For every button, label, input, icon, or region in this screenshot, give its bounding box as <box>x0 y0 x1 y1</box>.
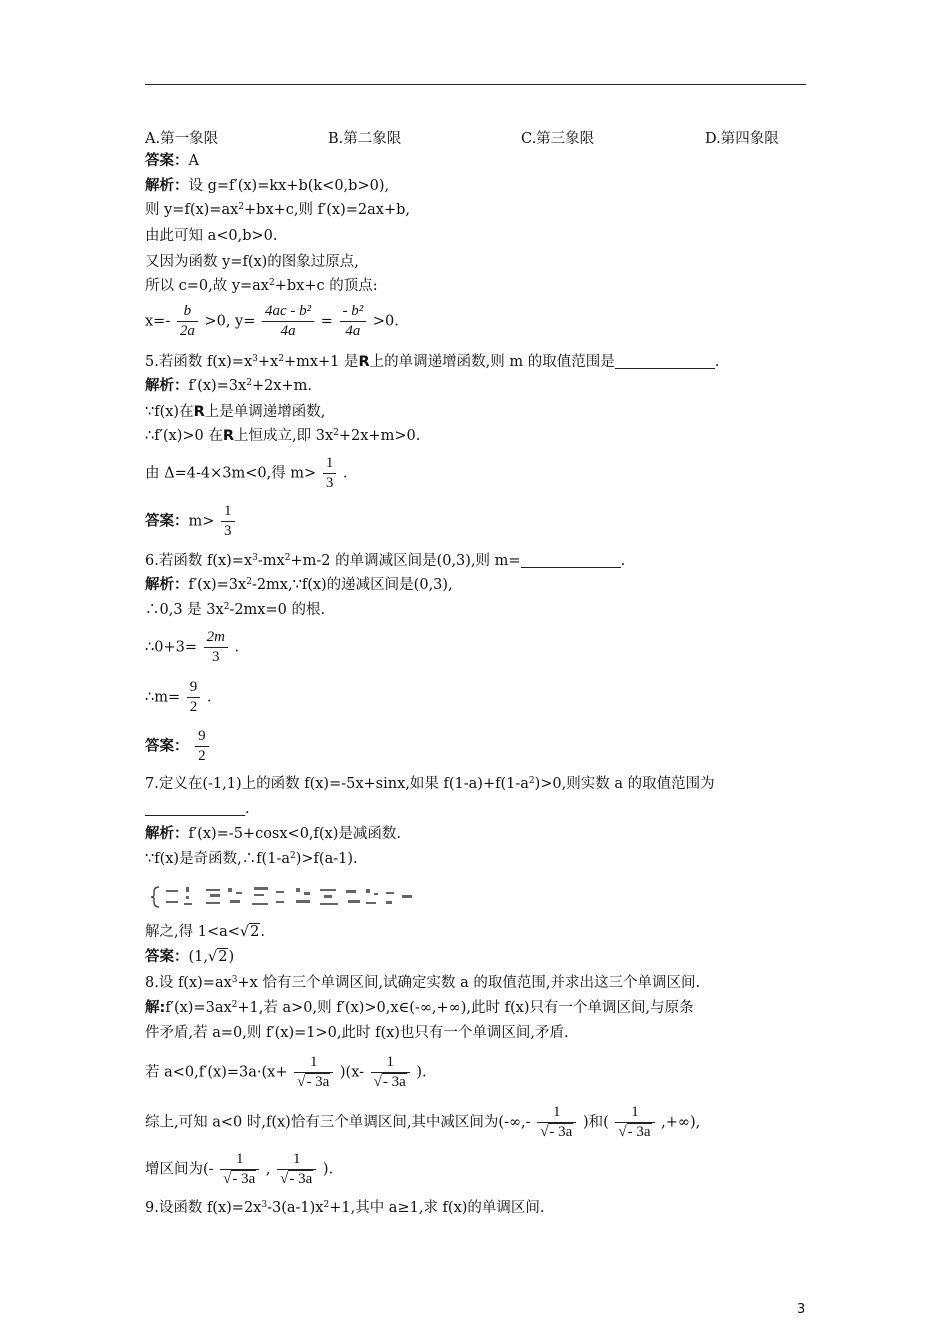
option-d: D.第四象限 <box>705 131 779 147</box>
superscript: 2 <box>323 1200 330 1210</box>
numerator: 1 <box>220 1150 259 1170</box>
numerator: 1 <box>537 1103 576 1123</box>
q9-stem <box>145 1198 545 1218</box>
q6-analysis-line-2 <box>145 600 325 620</box>
answer-label: 答案： <box>145 153 189 169</box>
text: . <box>714 354 720 370</box>
q7-analysis-line-1 <box>145 824 401 844</box>
q7-analysis-line-3 <box>145 922 265 942</box>
text: . <box>234 639 240 656</box>
superscript: 2 <box>290 851 296 861</box>
text: ∴0+3= <box>145 639 197 656</box>
denominator: √- 3a <box>280 1171 313 1187</box>
fraction <box>340 302 367 341</box>
q4-analysis-line-2 <box>145 200 410 220</box>
header-rule <box>145 84 806 85</box>
text: . <box>260 924 265 940</box>
superscript: 2 <box>528 776 535 786</box>
text: +m-2 的单调减区间是(0,3),则 m= <box>290 553 521 569</box>
text: )和( <box>582 1114 609 1131</box>
denominator: √- 3a <box>373 1074 406 1090</box>
text: -2mx=0 的根. <box>229 602 326 618</box>
superscript: 2 <box>231 1000 238 1010</box>
superscript: 2 <box>246 378 252 388</box>
analysis-label: 解析： <box>145 826 189 842</box>
option-c: C.第三象限 <box>521 131 595 147</box>
radicand: - 3a <box>289 1171 313 1187</box>
text: +bx+c,则 f′(x)=2ax+b, <box>244 202 411 218</box>
radicand: 2 <box>218 949 228 965</box>
fraction <box>537 1103 576 1142</box>
q5-stem <box>145 352 719 372</box>
text: +x 恰有三个单调区间,试确定实数 a 的取值范围,并求出这三个单调区间. <box>237 975 701 991</box>
denominator: 3 <box>325 475 334 491</box>
fraction <box>294 1053 333 1092</box>
superscript: 2 <box>333 428 339 438</box>
q4-vertex-line <box>145 302 399 341</box>
text: 所以 c=0,故 y=ax <box>145 278 269 294</box>
text: f′(x)=3x <box>188 378 247 394</box>
q4-answer-line <box>145 151 199 171</box>
text: 若 a<0,f′(x)=3a·(x+ <box>145 1064 288 1081</box>
text: x=- <box>145 313 171 330</box>
text: . <box>245 801 250 817</box>
q5-analysis-line-1 <box>145 376 312 396</box>
text: ,+∞), <box>661 1114 701 1131</box>
q6-answer-line <box>145 727 211 766</box>
q8-solution-line-5 <box>145 1150 333 1189</box>
numerator: 1 <box>615 1103 654 1123</box>
radicand: - 3a <box>232 1171 256 1187</box>
text: >0. <box>372 313 399 330</box>
denominator: 3 <box>212 649 220 665</box>
numerator: 9 <box>195 727 209 747</box>
numerator: 1 <box>371 1053 410 1073</box>
blurred-inequality-system <box>150 884 420 910</box>
numerator: b <box>177 302 198 322</box>
answer-label: 答案： <box>145 513 189 530</box>
analysis-label: 解析： <box>145 178 189 194</box>
text: ∴f′(x)>0 在 <box>145 428 223 444</box>
denominator: 2 <box>198 748 206 764</box>
text: -mx <box>257 553 285 569</box>
numerator: 1 <box>323 454 337 474</box>
radicand: - 3a <box>627 1124 651 1140</box>
superscript: 2 <box>238 202 245 212</box>
q7-answer-line <box>145 947 234 967</box>
q7-stem <box>145 774 715 794</box>
text: -3(a-1)x <box>267 1200 324 1216</box>
text: . <box>206 689 212 706</box>
page-number: 3 <box>797 1302 806 1317</box>
text: = <box>320 313 333 330</box>
real-set-symbol: R <box>222 428 235 444</box>
sqrt-expression: √2 <box>239 924 260 940</box>
text: +1,若 a>0,则 f′(x)>0,x∈(-∞,+∞),此时 f(x)只有一个单调区间,与原条 <box>237 1000 694 1016</box>
text: )(x- <box>339 1064 365 1081</box>
fraction <box>371 1053 410 1092</box>
text: 6.若函数 f(x)=x <box>145 553 253 569</box>
numerator: 1 <box>277 1150 316 1170</box>
text: +2x+m>0. <box>338 428 421 444</box>
analysis-label: 解析： <box>145 378 189 394</box>
answer-label: 答案： <box>145 738 189 755</box>
text: (1, <box>188 949 208 965</box>
superscript: 3 <box>231 975 238 985</box>
fraction <box>187 678 201 717</box>
radicand: - 3a <box>382 1074 406 1090</box>
option-a: A.第一象限 <box>145 131 219 147</box>
q4-analysis-line-5 <box>145 276 378 296</box>
text: -2mx,∵f(x)的递减区间是(0,3), <box>251 577 453 593</box>
real-set-symbol: R <box>358 354 370 370</box>
q8-solution-line-4 <box>145 1103 700 1142</box>
fraction <box>262 302 314 341</box>
denominator: 2 <box>189 699 198 715</box>
text: 则 y=f(x)=ax <box>145 202 239 218</box>
q5-analysis-line-2 <box>145 402 325 422</box>
radicand: - 3a <box>549 1124 573 1140</box>
q5-analysis-line-4 <box>145 454 348 493</box>
numerator: 1 <box>294 1053 333 1073</box>
text: ). <box>322 1161 334 1178</box>
analysis-label: 解析： <box>145 577 189 593</box>
denominator: √- 3a <box>540 1124 573 1140</box>
denominator: √- 3a <box>223 1171 256 1187</box>
solution-label: 解: <box>145 1000 166 1016</box>
superscript: 3 <box>252 354 258 364</box>
q4-analysis-line-3: 由此可知 a<0,b>0. <box>145 228 278 244</box>
superscript: 2 <box>223 602 230 612</box>
q8-solution-line-1 <box>145 998 694 1018</box>
q7-stem-blank-line <box>145 799 250 819</box>
radicand: 2 <box>250 924 260 940</box>
answer-blank <box>615 354 715 369</box>
q6-stem <box>145 551 625 571</box>
text: ∵f(x)在 <box>145 404 194 420</box>
denominator: 4a <box>280 323 296 339</box>
q5-analysis-line-3 <box>145 426 420 446</box>
q8-solution-line-3 <box>145 1053 427 1092</box>
text: . <box>342 465 348 482</box>
text: , <box>265 1161 271 1178</box>
fraction <box>323 454 337 493</box>
text: 由 Δ=4-4×3m<0,得 m> <box>145 465 317 482</box>
text: +bx+c 的顶点: <box>274 278 378 294</box>
text: 7.定义在(-1,1)上的函数 f(x)=-5x+sinx,如果 f(1-a)+f(1-a <box>145 776 529 792</box>
q4-analysis-line-1 <box>145 176 389 196</box>
text: f′(x)=3x <box>188 577 247 593</box>
text: ) <box>228 949 235 965</box>
denominator: √- 3a <box>618 1124 651 1140</box>
answer-label: 答案： <box>145 949 189 965</box>
real-set-symbol: R <box>193 404 205 420</box>
text: 8.设 f(x)=ax <box>145 975 232 991</box>
text: 5.若函数 f(x)=x <box>145 354 253 370</box>
numerator: 2m <box>204 628 228 648</box>
text: )>0,则实数 a 的取值范围为 <box>534 776 715 792</box>
text: )>f(a-1). <box>295 851 358 867</box>
text: 上是单调递增函数, <box>204 404 326 420</box>
q5-answer-line <box>145 502 237 541</box>
text: ∵f(x)是奇函数,∴f(1-a <box>145 851 290 867</box>
text: +x <box>257 354 279 370</box>
numerator: - b² <box>340 302 367 322</box>
option-b: B.第二象限 <box>328 131 402 147</box>
radicand: - 3a <box>306 1074 330 1090</box>
fraction <box>615 1103 654 1142</box>
q8-stem <box>145 973 700 993</box>
text: +mx+1 是 <box>283 354 359 370</box>
superscript: 2 <box>269 278 275 288</box>
fraction <box>277 1150 316 1189</box>
fraction <box>177 302 198 341</box>
q6-analysis-line-1 <box>145 575 453 595</box>
text: 综上,可知 a<0 时,f(x)恰有三个单调区间,其中减区间为(-∞,- <box>145 1114 531 1131</box>
fraction <box>221 502 235 541</box>
numerator: 9 <box>187 678 201 698</box>
text: 上的单调递增函数,则 m 的取值范围是 <box>369 354 615 370</box>
q6-analysis-line-3 <box>145 628 239 667</box>
text: >0, y= <box>204 313 256 330</box>
q8-solution-line-2: 件矛盾,若 a=0,则 f′(x)=1>0,此时 f(x)也只有一个单调区间,矛盾. <box>145 1025 569 1041</box>
answer-value: A <box>188 153 199 169</box>
denominator: 3 <box>224 523 232 539</box>
q4-analysis-line-4: 又因为函数 y=f(x)的图象过原点, <box>145 254 359 270</box>
fraction <box>220 1150 259 1189</box>
superscript: 2 <box>284 553 291 563</box>
answer-blank <box>145 801 245 816</box>
numerator: 1 <box>221 502 235 522</box>
denominator: 2a <box>179 323 195 339</box>
sqrt-expression: √2 <box>208 949 228 965</box>
text: f′(x)=-5+cosx<0,f(x)是减函数. <box>188 826 401 842</box>
q6-analysis-line-4 <box>145 678 211 717</box>
text: 设 g=f′(x)=kx+b(k<0,b>0), <box>188 178 390 194</box>
denominator: √- 3a <box>297 1074 330 1090</box>
superscript: 2 <box>246 577 252 587</box>
text: ). <box>416 1064 427 1081</box>
text: m> <box>188 513 215 530</box>
superscript: 3 <box>261 1200 268 1210</box>
text: 上恒成立,即 3x <box>234 428 334 444</box>
text: +1,其中 a≥1,求 f(x)的单调区间. <box>329 1200 545 1216</box>
text: f′(x)=3ax <box>165 1000 232 1016</box>
text: ∴0,3 是 3x <box>145 602 224 618</box>
text: 9.设函数 f(x)=2x <box>145 1200 262 1216</box>
q7-analysis-line-2 <box>145 849 358 869</box>
text: . <box>620 553 626 569</box>
superscript: 3 <box>252 553 258 563</box>
fraction <box>204 628 228 667</box>
fraction <box>195 727 209 766</box>
answer-blank <box>521 553 621 568</box>
text: ∴m= <box>145 689 181 706</box>
superscript: 2 <box>278 354 284 364</box>
text: 增区间为(- <box>145 1161 214 1178</box>
numerator: 4ac - b² <box>262 302 314 322</box>
text: +2x+m. <box>251 378 312 394</box>
text: 解之,得 1<a< <box>145 924 240 940</box>
denominator: 4a <box>345 323 361 339</box>
